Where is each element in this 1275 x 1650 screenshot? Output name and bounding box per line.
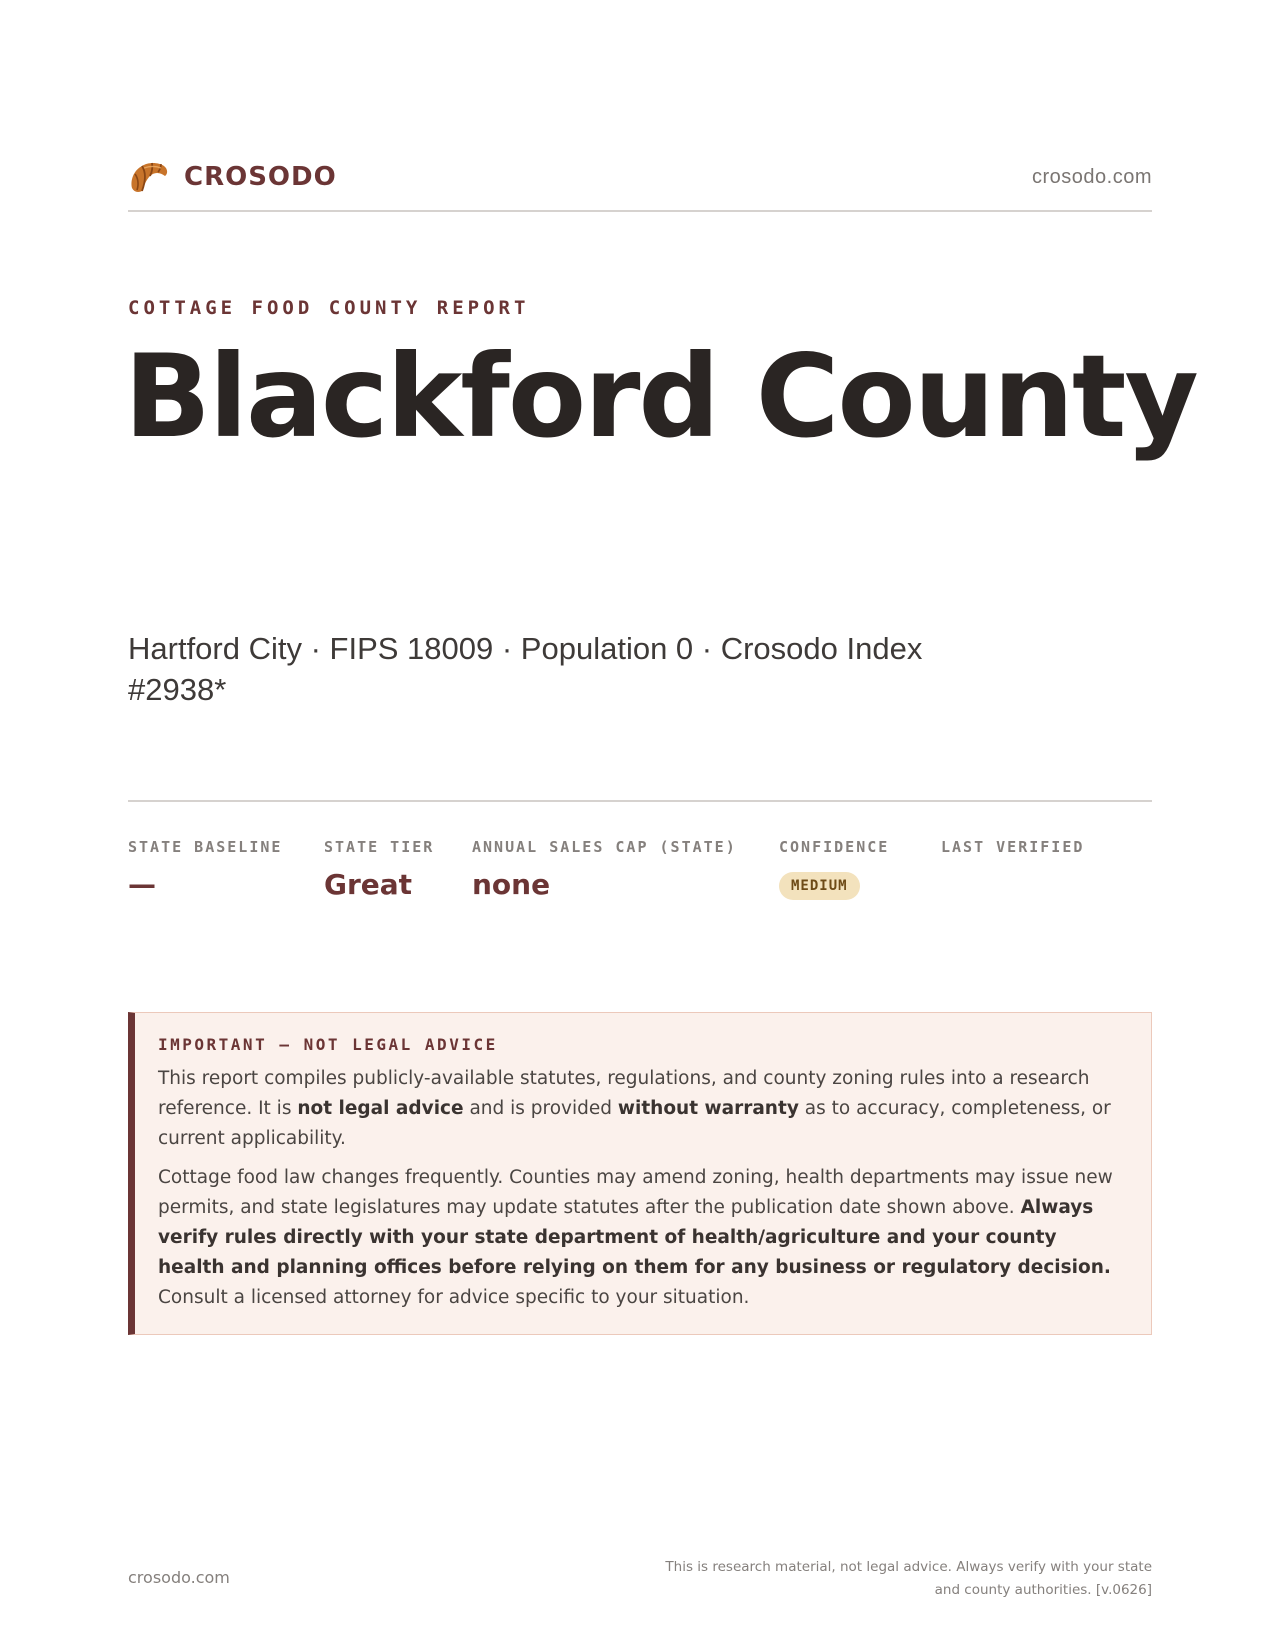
footer-disclaimer [632, 1556, 1152, 1602]
page-header [128, 158, 1152, 212]
stat-label: CONFIDENCE [779, 838, 890, 856]
notice-title: IMPORTANT — NOT LEGAL ADVICE [158, 1035, 498, 1054]
footer-disclaimer-line: and county authorities. [v.0626] [934, 1582, 1152, 1598]
notice-text: as to accuracy, completeness, or current applicability. [158, 1098, 1111, 1149]
croissant-icon [128, 158, 170, 196]
stat-last-verified [941, 838, 1084, 868]
notice-emphasis: without warranty [617, 1098, 799, 1119]
report-subtitle: Hartford City · FIPS 18009 · Population 0 · Crosodo Index #2938* [128, 631, 923, 707]
stat-state-baseline [128, 838, 282, 901]
stat-label: ANNUAL SALES CAP (STATE) [472, 838, 737, 856]
brand-name: CROSODO [184, 162, 337, 192]
notice-paragraph [158, 1064, 1127, 1154]
notice-text: and is provided [463, 1098, 618, 1119]
stat-label: LAST VERIFIED [941, 838, 1085, 856]
notice-text: Cottage food law changes frequently. Counties may amend zoning, health departments may issue new permits, and state legislatures may update statutes after the publication date shown above. [158, 1167, 1113, 1218]
notice-text: Consult a licensed attorney for advice specific to your situation. [158, 1287, 750, 1308]
footer-disclaimer-line: This is research material, not legal advice. Always verify with your state [665, 1559, 1152, 1575]
brand-logo[interactable] [128, 158, 337, 196]
stat-value: none [472, 868, 551, 901]
page-title: Blackford County [124, 330, 1197, 463]
legal-notice [128, 1012, 1152, 1335]
footer-site-link[interactable]: crosodo.com [128, 1568, 230, 1587]
stat-value: Great [324, 868, 413, 901]
notice-text: This report compiles publicly-available statutes, regulations, and county zoning rules into a research reference. It is [158, 1068, 1090, 1119]
stat-confidence [779, 838, 889, 900]
report-eyebrow: COTTAGE FOOD COUNTY REPORT [128, 297, 530, 319]
stat-label: STATE BASELINE [128, 838, 283, 856]
header-site-link[interactable]: crosodo.com [1032, 166, 1152, 188]
stat-state-tier [324, 838, 434, 901]
notice-emphasis: not legal advice [297, 1098, 464, 1119]
stats-row [128, 800, 1152, 920]
stat-value: — [128, 868, 156, 901]
stat-label: STATE TIER [324, 838, 435, 856]
stat-sales-cap [472, 838, 737, 901]
notice-paragraph [158, 1163, 1127, 1313]
notice-emphasis: Always verify rules directly with your state department of health/agriculture and your county health and planning offices before relying on them for any business or regulatory decision. [158, 1197, 1111, 1278]
confidence-badge: MEDIUM [779, 872, 860, 900]
